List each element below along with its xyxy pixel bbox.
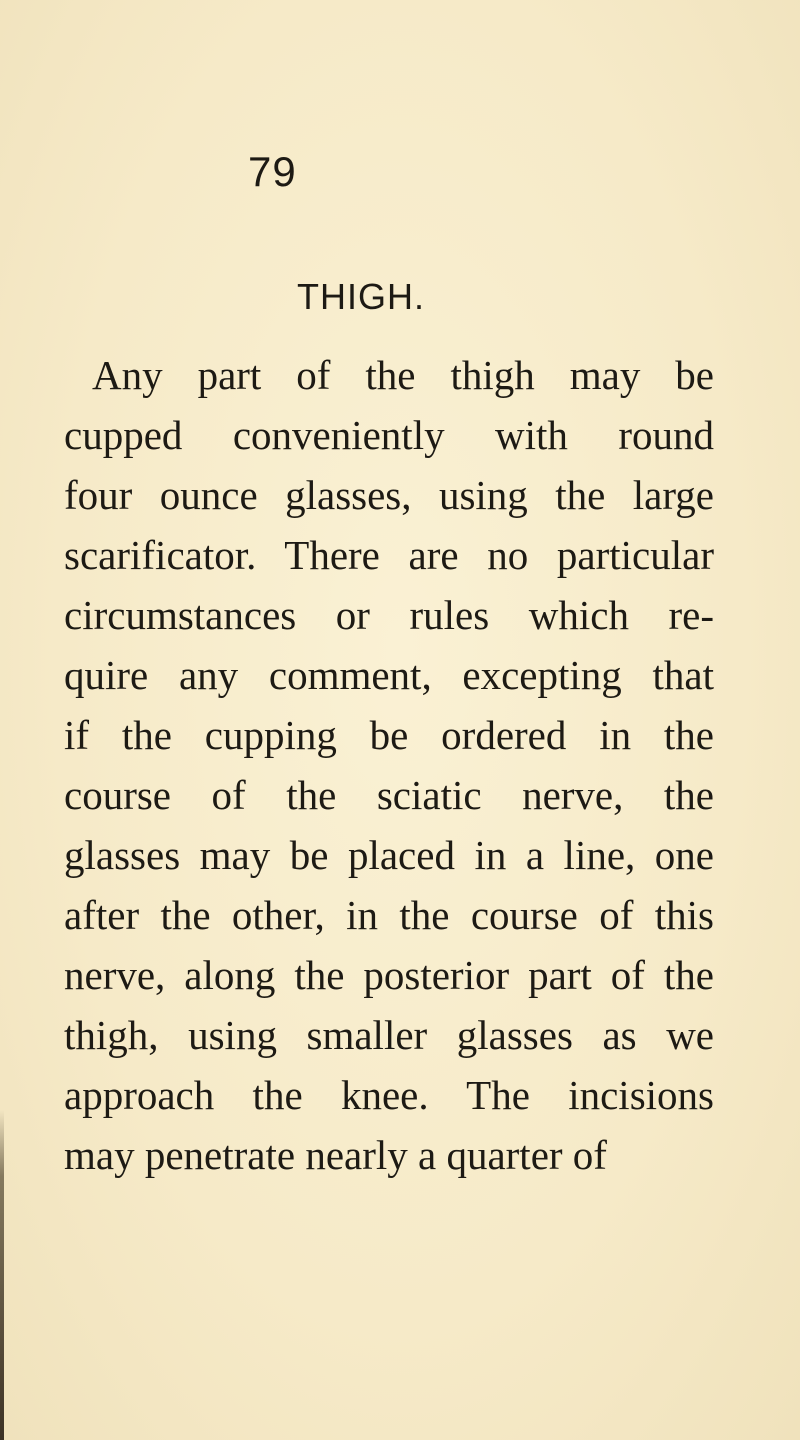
text-line: course of the sciatic nerve, the [64, 772, 714, 818]
text-line: circumstances or rules which re- [64, 592, 714, 638]
text-line: approach the knee. The incisions [64, 1072, 714, 1118]
text-line: thigh, using smaller glasses as we [64, 1012, 714, 1058]
text-line: after the other, in the course of this [64, 892, 714, 938]
text-line: Any part of the thigh may be [92, 352, 714, 398]
text-line: if the cupping be ordered in the [64, 712, 714, 758]
page-edge-shadow [0, 1110, 4, 1440]
text-line: glasses may be placed in a line, one [64, 832, 714, 878]
text-line: may penetrate nearly a quarter of [64, 1132, 607, 1178]
text-line: four ounce glasses, using the large [64, 472, 714, 518]
text-line: cupped conveniently with round [64, 412, 714, 458]
section-heading: THIGH. [297, 276, 425, 317]
text-line: nerve, along the posterior part of the [64, 952, 714, 998]
text-line: quire any comment, excepting that [64, 652, 714, 698]
page-number: 79 [248, 148, 297, 195]
text-line: scarificator. There are no particular [64, 532, 714, 578]
